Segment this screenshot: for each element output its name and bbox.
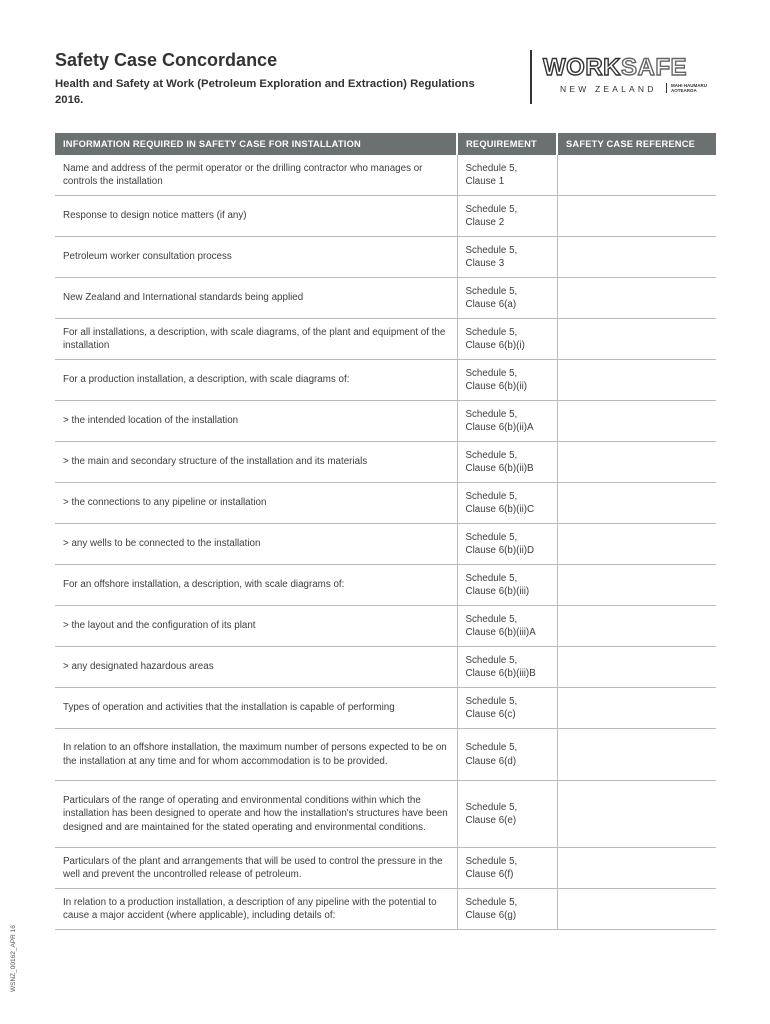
requirement-clause: Clause 3 xyxy=(465,258,505,269)
requirement-schedule: Schedule 5, xyxy=(465,203,518,215)
requirement-schedule: Schedule 5, xyxy=(465,367,518,379)
requirement-cell xyxy=(457,729,557,781)
info-cell: Types of operation and activities that the installation is capable of performing xyxy=(55,688,457,729)
requirement-cell xyxy=(457,360,557,401)
requirement-cell xyxy=(457,319,557,360)
requirement-clause: Clause 6(b)(ii)A xyxy=(465,422,534,433)
requirement-schedule: Schedule 5, xyxy=(465,162,518,174)
requirement-clause: Clause 6(b)(ii)D xyxy=(465,545,535,556)
info-cell: Response to design notice matters (if any) xyxy=(55,196,457,237)
requirement-schedule: Schedule 5, xyxy=(465,695,518,707)
requirement-cell xyxy=(457,442,557,483)
reference-cell[interactable] xyxy=(557,647,716,688)
requirement-cell xyxy=(457,606,557,647)
requirement-clause: Clause 6(b)(i) xyxy=(465,340,525,351)
table-row xyxy=(55,781,716,848)
logo-country: NEW ZEALAND xyxy=(560,84,657,94)
requirement-clause: Clause 6(b)(ii) xyxy=(465,381,528,392)
requirement-schedule: Schedule 5, xyxy=(465,531,518,543)
logo-maori-text: MAHI HAUMARU AOTEAROA xyxy=(666,83,720,93)
info-cell: > any designated hazardous areas xyxy=(55,647,457,688)
table-row xyxy=(55,196,716,237)
table-row xyxy=(55,401,716,442)
concordance-table xyxy=(55,133,716,930)
reference-cell[interactable] xyxy=(557,483,716,524)
requirement-schedule: Schedule 5, xyxy=(465,449,518,461)
table-header-row xyxy=(55,133,716,155)
info-cell: For an offshore installation, a description, with scale diagrams of: xyxy=(55,565,457,606)
requirement-clause: Clause 2 xyxy=(465,217,505,228)
requirement-cell xyxy=(457,401,557,442)
requirement-cell xyxy=(457,155,557,196)
page-subtitle: Health and Safety at Work (Petroleum Exploration and Extraction) Regulations 2016. xyxy=(55,78,475,106)
table-row xyxy=(55,729,716,781)
table-row xyxy=(55,442,716,483)
table-row xyxy=(55,524,716,565)
logo-divider xyxy=(530,50,532,104)
reference-cell[interactable] xyxy=(557,606,716,647)
table-row xyxy=(55,278,716,319)
table-row xyxy=(55,848,716,889)
requirement-clause: Clause 6(b)(iii)A xyxy=(465,627,536,638)
reference-cell[interactable] xyxy=(557,524,716,565)
logo-wordmark xyxy=(543,56,687,80)
requirement-clause: Clause 6(f) xyxy=(465,869,514,880)
reference-cell[interactable] xyxy=(557,889,716,930)
requirement-schedule: Schedule 5, xyxy=(465,896,518,908)
reference-cell[interactable] xyxy=(557,781,716,848)
requirement-clause: Clause 6(b)(iii) xyxy=(465,586,530,597)
info-cell: Name and address of the permit operator or the drilling contractor who manages or controls the installation xyxy=(55,155,457,196)
requirement-cell xyxy=(457,237,557,278)
info-cell: For a production installation, a description, with scale diagrams of: xyxy=(55,360,457,401)
requirement-cell xyxy=(457,889,557,930)
reference-cell[interactable] xyxy=(557,442,716,483)
requirement-clause: Clause 6(b)(iii)B xyxy=(465,668,536,679)
requirement-clause: Clause 6(b)(ii)B xyxy=(465,463,534,474)
table-row xyxy=(55,606,716,647)
header-information: INFORMATION REQUIRED IN SAFETY CASE FOR INSTALLATION xyxy=(55,133,457,155)
table-row xyxy=(55,688,716,729)
requirement-schedule: Schedule 5, xyxy=(465,855,518,867)
requirement-schedule: Schedule 5, xyxy=(465,654,518,666)
requirement-clause: Clause 6(g) xyxy=(465,910,517,921)
reference-cell[interactable] xyxy=(557,688,716,729)
info-cell: Particulars of the range of operating and environmental conditions within which the installation has been designed to operate and how the installation's structures have been designed and are maintained for the stated operating and environmental conditions. xyxy=(55,781,457,848)
reference-cell[interactable] xyxy=(557,155,716,196)
info-cell: > any wells to be connected to the installation xyxy=(55,524,457,565)
table-row xyxy=(55,647,716,688)
reference-cell[interactable] xyxy=(557,565,716,606)
info-cell: > the intended location of the installation xyxy=(55,401,457,442)
requirement-cell xyxy=(457,688,557,729)
reference-cell[interactable] xyxy=(557,319,716,360)
requirement-cell xyxy=(457,781,557,848)
document-code: WSNZ_00162_APR 16 xyxy=(10,925,17,992)
worksafe-logo xyxy=(530,50,720,104)
requirement-schedule: Schedule 5, xyxy=(465,613,518,625)
requirement-clause: Clause 6(b)(ii)C xyxy=(465,504,535,515)
info-cell: Particulars of the plant and arrangements that will be used to control the pressure in the well and prevent the uncontrolled release of petroleum. xyxy=(55,848,457,889)
table-row xyxy=(55,319,716,360)
requirement-clause: Clause 6(a) xyxy=(465,299,517,310)
requirement-clause: Clause 6(d) xyxy=(465,755,517,767)
requirement-cell xyxy=(457,483,557,524)
reference-cell[interactable] xyxy=(557,729,716,781)
reference-cell[interactable] xyxy=(557,237,716,278)
requirement-schedule: Schedule 5, xyxy=(465,742,518,753)
info-cell: New Zealand and International standards being applied xyxy=(55,278,457,319)
table-row xyxy=(55,483,716,524)
requirement-cell xyxy=(457,647,557,688)
table-row xyxy=(55,155,716,196)
info-cell: Petroleum worker consultation process xyxy=(55,237,457,278)
requirement-clause: Clause 6(c) xyxy=(465,709,516,720)
info-cell: > the layout and the configuration of its plant xyxy=(55,606,457,647)
table-row xyxy=(55,360,716,401)
requirement-cell xyxy=(457,848,557,889)
requirement-schedule: Schedule 5, xyxy=(465,801,518,813)
reference-cell[interactable] xyxy=(557,278,716,319)
info-cell: In relation to a production installation, a description of any pipeline with the potential to cause a major accident (where applicable), including details of: xyxy=(55,889,457,930)
reference-cell[interactable] xyxy=(557,401,716,442)
info-cell: > the connections to any pipeline or installation xyxy=(55,483,457,524)
requirement-schedule: Schedule 5, xyxy=(465,408,518,420)
requirement-cell xyxy=(457,278,557,319)
reference-cell[interactable] xyxy=(557,848,716,889)
info-cell: In relation to an offshore installation, the maximum number of persons expected to be on the installation at any time and for whom accommodation is to be provided. xyxy=(55,729,457,781)
requirement-clause: Clause 6(e) xyxy=(465,815,517,826)
info-cell: > the main and secondary structure of the installation and its materials xyxy=(55,442,457,483)
header-requirement: REQUIREMENT xyxy=(457,133,557,155)
requirement-schedule: Schedule 5, xyxy=(465,244,518,256)
header-safety-case-reference: SAFETY CASE REFERENCE xyxy=(557,133,716,155)
requirement-clause: Clause 1 xyxy=(465,176,505,187)
requirement-schedule: Schedule 5, xyxy=(465,285,518,297)
requirement-cell xyxy=(457,565,557,606)
requirement-cell xyxy=(457,524,557,565)
reference-cell[interactable] xyxy=(557,196,716,237)
requirement-schedule: Schedule 5, xyxy=(465,326,518,338)
reference-cell[interactable] xyxy=(557,360,716,401)
table-row xyxy=(55,565,716,606)
requirement-schedule: Schedule 5, xyxy=(465,490,518,502)
requirement-cell xyxy=(457,196,557,237)
table-row xyxy=(55,237,716,278)
requirement-schedule: Schedule 5, xyxy=(465,572,518,584)
table-row xyxy=(55,889,716,930)
logo-safe: SAFE xyxy=(620,54,687,81)
logo-work: WORK xyxy=(543,54,621,81)
info-cell: For all installations, a description, with scale diagrams, of the plant and equipment of the installation xyxy=(55,319,457,360)
page-title: Safety Case Concordance xyxy=(55,50,278,70)
